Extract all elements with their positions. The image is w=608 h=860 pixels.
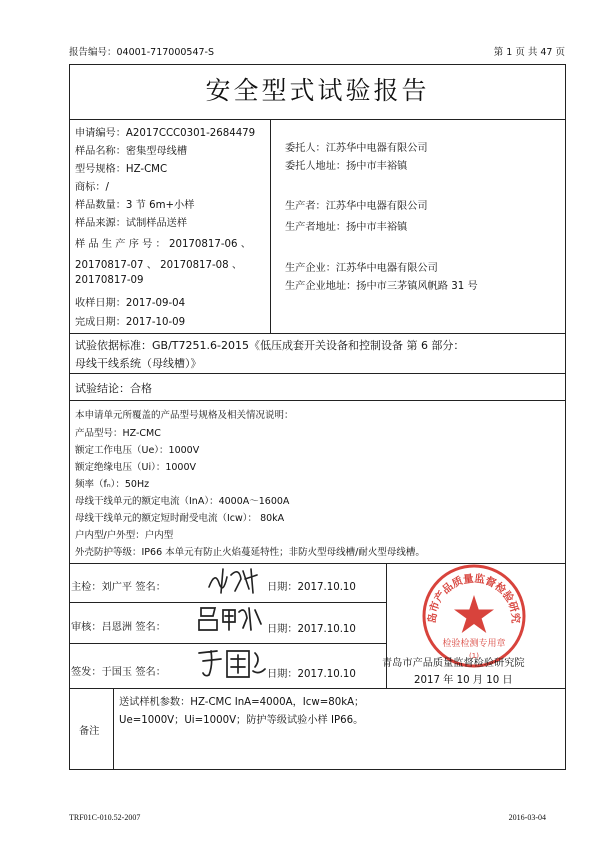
- institute-date: 2017 年 10 月 10 日: [414, 675, 513, 686]
- star-icon: [454, 595, 494, 633]
- institute-name: 青岛市产品质量监督检验研究院: [382, 658, 525, 669]
- seal-mark: (1): [469, 652, 479, 660]
- approver-date: 日期：2017.10.10: [267, 669, 356, 680]
- remarks-line: Ue=1000V；Ui=1000V；防护等级试验小样 IP66。: [119, 715, 364, 726]
- seal-text-top: 岛市产品质量监督检验研究: [426, 572, 522, 624]
- remarks-label: 备注: [79, 726, 100, 737]
- approver-role: 签发：于国玉 签名：: [71, 667, 166, 678]
- application-no: 申请编号：A2017CCC0301-2684479: [75, 128, 256, 139]
- sample-quantity: 样品数量：3 节 6m+小样: [75, 200, 195, 211]
- divider: [69, 643, 386, 644]
- description-line: 额定工作电压（Ue）：1000V: [75, 445, 200, 456]
- description-line: 频率（fₙ）：50Hz: [75, 479, 150, 490]
- sample-source: 样品来源：试制样品送样: [75, 218, 188, 229]
- model-spec: 型号规格：HZ-CMC: [75, 164, 168, 175]
- trademark: 商标：/: [75, 182, 109, 193]
- serial-numbers: 20170817-09: [75, 275, 144, 286]
- description-line: 户内型/户外型：户内型: [75, 530, 174, 541]
- divider: [69, 119, 566, 120]
- serial-numbers: 20170817-07 、 20170817-08 、: [75, 260, 243, 271]
- form-date: 2016-03-04: [508, 813, 546, 822]
- divider: [69, 400, 566, 401]
- divider: [69, 373, 566, 374]
- manufacturer-address: 生产企业地址：扬中市三茅镇风帆路 31 号: [285, 281, 478, 292]
- column-divider: [270, 119, 271, 333]
- page-indicator: 第 1 页 共 47 页: [493, 47, 565, 58]
- client-address: 委托人地址：扬中市丰裕镇: [285, 161, 408, 172]
- page-title: 安全型式试验报告: [205, 76, 430, 105]
- test-basis: 试验依据标准：GB/T7251.6-2015《低压成套开关设备和控制设备 第 6 部分：: [75, 339, 465, 352]
- description-line: 母线干线单元的额定短时耐受电流（Icw）： 80kA: [75, 513, 285, 524]
- producer-address: 生产者地址：扬中市丰裕镇: [285, 222, 408, 233]
- description-line: 外壳防护等级：IP66 本单元有防止火焰蔓延特性；非防火型母线槽/耐火型母线槽。: [75, 547, 425, 558]
- column-divider: [113, 688, 114, 770]
- form-number: TRF01C-010.52-2007: [69, 813, 141, 822]
- description-line: 额定绝缘电压（Ui）：1000V: [75, 462, 197, 473]
- description-line: 产品型号：HZ-CMC: [75, 428, 161, 439]
- description-line: 母线干线单元的额定电流（InA）：4000A～1600A: [75, 496, 290, 507]
- reviewer-role: 审核：吕恩洲 签名：: [71, 622, 166, 633]
- manufacturer: 生产企业：江苏华中电器有限公司: [285, 263, 438, 274]
- sample-name: 样品名称：密集型母线槽: [75, 146, 188, 157]
- completed-date: 完成日期：2017-10-09: [75, 317, 186, 328]
- description-line: 本申请单元所覆盖的产品型号规格及相关情况说明：: [75, 410, 294, 421]
- received-date: 收样日期：2017-09-04: [75, 298, 186, 309]
- producer: 生产者：江苏华中电器有限公司: [285, 201, 428, 212]
- divider: [69, 688, 566, 689]
- client: 委托人：江苏华中电器有限公司: [285, 143, 428, 154]
- test-basis: 母线干线系统（母线槽）》: [75, 357, 202, 370]
- report-number: 报告编号：04001-717000547-S: [69, 47, 215, 58]
- reviewer-date: 日期：2017.10.10: [267, 624, 356, 635]
- inspector-date: 日期：2017.10.10: [267, 582, 356, 593]
- inspector-role: 主检：刘广平 签名：: [71, 582, 166, 593]
- column-divider: [386, 563, 387, 688]
- seal-text-bottom: 检验检测专用章: [442, 639, 506, 649]
- serial-numbers: 样 品 生 产 序 号 ： 20170817-06 、: [75, 239, 251, 250]
- remarks-line: 送试样机参数：HZ-CMC InA=4000A，Icw=80kA；: [119, 697, 365, 708]
- divider: [69, 333, 566, 334]
- test-conclusion: 试验结论：合格: [75, 382, 152, 395]
